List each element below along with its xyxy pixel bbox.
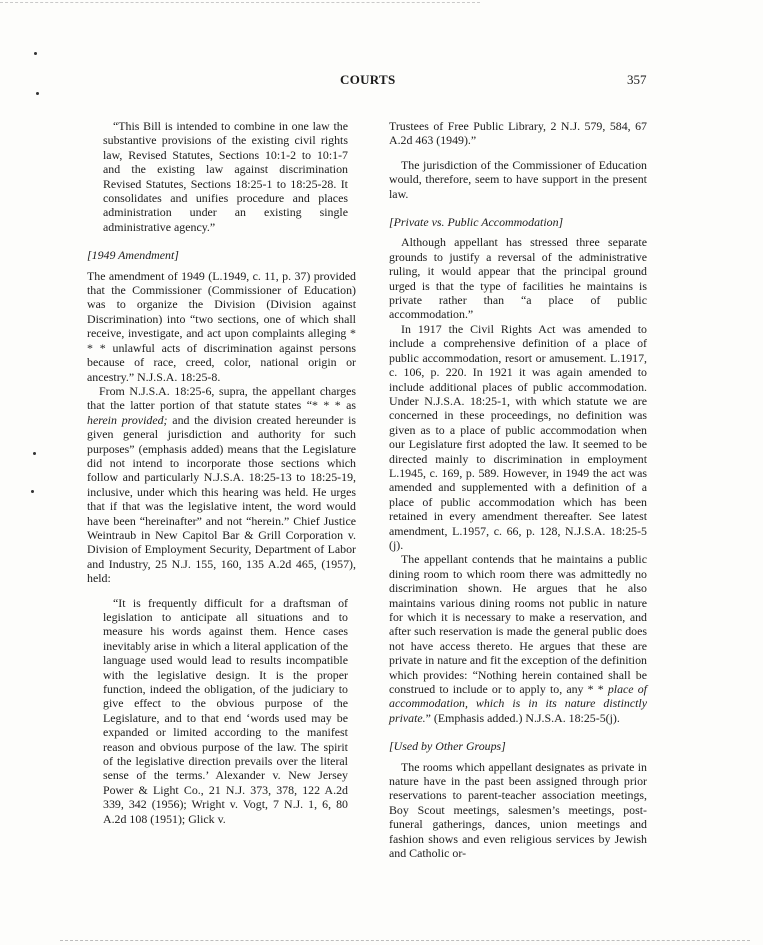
- quote-continuation: Trustees of Free Public Library, 2 N.J. 579, 584, 67 A.2d 463 (1949).”: [389, 119, 647, 148]
- section-heading-1949-amendment: [1949 Amendment]: [87, 248, 179, 263]
- section-heading-used-by-other-groups: [Used by Other Groups]: [389, 739, 506, 754]
- running-header-title: COURTS: [340, 72, 396, 87]
- bill-quote: “This Bill is intended to combine in one law the substantive provisions of the existing civil rights law, Revised Statutes, Sections 10:1-2 to 10:1-7 and the existing law against discrimination Revised Statutes, Sections 18:25-1 to 18:25-28. It consolidates and unifies procedure and places administration under an existing single administrative agency.”: [103, 119, 348, 234]
- left-column: [87, 119, 356, 826]
- paragraph: The rooms which appellant designates as private in nature have in the past been assigned through prior reservations to parent-teacher association meetings, Boy Scout meetings, salesmen’s meetings, post-funeral gatherings, dances, union meetings and fashion shows and even religious services by Jewish and Catholic or-: [389, 759, 647, 861]
- page-number: 357: [627, 72, 647, 87]
- scan-speck: [36, 92, 39, 95]
- right-column: [389, 119, 647, 861]
- paragraph: In 1917 the Civil Rights Act was amended to include a comprehensive definition of a place of public accommodation, resort or amusement. L.1917, c. 106, p. 220. In 1921 it was again amended to include additional places of public accommodation. Under N.J.S.A. 18:25-1, with which statute we are concerned in these proceedings, no definition was given as to a place of public accommodation when our Legislature first adopted the law. It seemed to be directed mainly to discrimination in employment L.1945, c. 169, p. 589. However, in 1949 the act was amended and supplemented with a definition of a place of public accommodation which has been retained in every amendment thereafter. See latest amendment, L.1957, c. 66, p. 128, N.J.S.A. 18:25-5 (j).: [389, 321, 647, 552]
- paragraph: The appellant contends that he maintains a public dining room to which room there was admittedly no discrimination shown. He argues that he also maintains various dining rooms not public in nature for which it is necessary to make a reservation, and after such reservation is made the general public does not have access thereto. He argues that these are private in nature and fit the exception of the definition which provides: “Nothing herein contained shall be construed to include or to apply to, any * * place of accommodation, which is in its nature distinctly private.” (Emphasis added.) N.J.S.A. 18:25-5(j).: [389, 552, 647, 725]
- scan-speck: [33, 452, 36, 455]
- scan-speck: [34, 52, 37, 55]
- scan-speck: [31, 490, 34, 493]
- scan-edge-top: [0, 2, 480, 3]
- paragraph: The jurisdiction of the Commissioner of Education would, therefore, seem to have support in the present law.: [389, 157, 647, 201]
- paragraph: Although appellant has stressed three separate grounds to justify a reversal of the administrative ruling, it would appear that the principal ground urged is that the type of facilities he maintains is private rather than “a place of public accommodation.”: [389, 235, 647, 322]
- section-heading-private-vs-public: [Private vs. Public Accommodation]: [389, 215, 564, 230]
- paragraph: The amendment of 1949 (L.1949, c. 11, p. 37) provided that the Commissioner (Commissioner of Education) was to organize the Division (Division against Discrimination) into “two sections, one of which shall receive, investigate, and act upon complaints alleging * * * unlawful acts of discrimination against persons because of race, creed, color, national origin or ancestry.” N.J.S.A. 18:25-8.: [87, 268, 356, 384]
- paragraph: From N.J.S.A. 18:25-6, supra, the appellant charges that the latter portion of that statute states “* * * as herein provided; and the division created hereunder is given general jurisdiction and authority for such purposes” (emphasis added) means that the Legislature did not intend to incorporate those sections which follow and particularly N.J.S.A. 18:25-13 to 18:25-19, inclusive, under which this hearing was held. He urges that if that was the legislative intent, the word would have been “hereinafter” and not “herein.” Chief Justice Weintraub in New Capitol Bar & Grill Corporation v. Division of Employment Security, Department of Labor and Industry, 25 N.J. 155, 160, 135 A.2d 465, (1957), held:: [87, 383, 356, 586]
- scan-edge-bottom: [60, 940, 750, 941]
- court-quote: “It is frequently difficult for a draftsman of legislation to anticipate all situations and to measure his words against them. Hence cases inevitably arise in which a literal application of the language used would lead to results incompatible with the legislative design. It is the proper function, indeed the obligation, of the judiciary to give effect to the obvious purpose of the Legislature, and to that end ‘words used may be expanded or limited according to the manifest reason and obvious purpose of the law. The spirit of the legislative direction prevails over the literal sense of the terms.’ Alexander v. New Jersey Power & Light Co., 21 N.J. 373, 378, 122 A.2d 339, 342 (1956); Wright v. Vogt, 7 N.J. 1, 6, 80 A.2d 108 (1951); Glick v.: [103, 595, 348, 826]
